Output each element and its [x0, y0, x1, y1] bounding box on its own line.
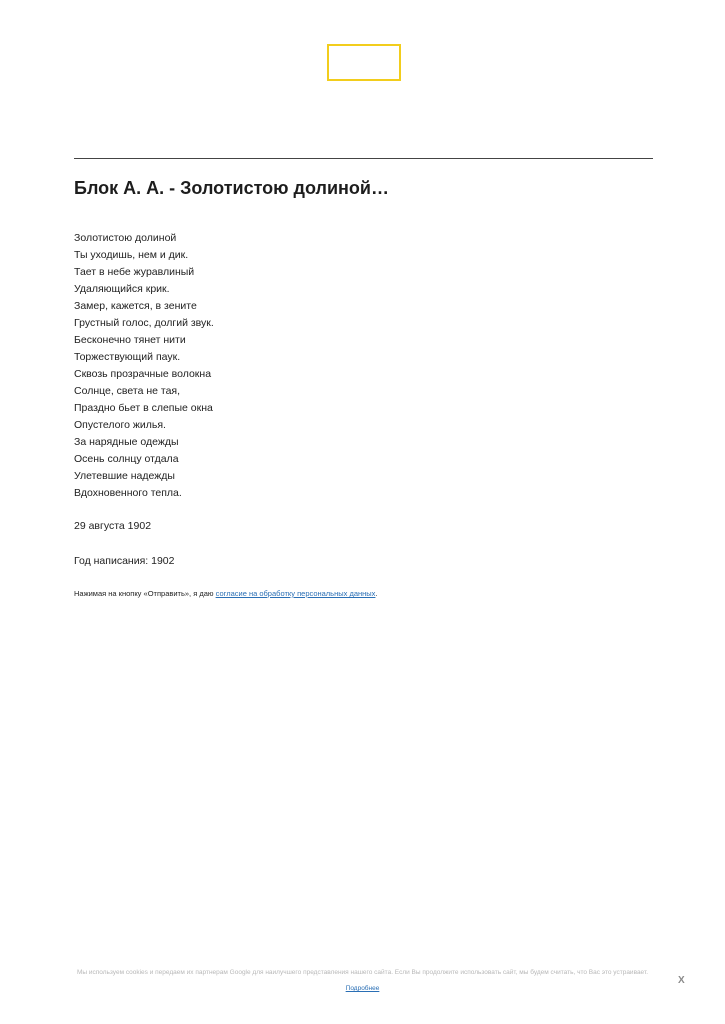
poem-line: Вдохновенного тепла.: [74, 487, 182, 499]
page-title: Блок А. А. - Золотистою долиной…: [74, 178, 389, 198]
cookie-close-button[interactable]: X: [678, 975, 685, 986]
poem-line: За нарядные одежды: [74, 436, 179, 448]
consent-suffix: .: [375, 589, 378, 598]
site-logo[interactable]: [327, 44, 401, 81]
poem-line: Удаляющийся крик.: [74, 283, 170, 295]
poem-line: Замер, кажется, в зените: [74, 300, 197, 312]
consent-prefix: Нажимая на кнопку «Отправить», я даю: [74, 589, 216, 598]
poem-line: Тает в небе журавлиный: [74, 266, 195, 278]
poem-line: Грустный голос, долгий звук.: [74, 317, 214, 329]
poem-line: Ты уходишь, нем и дик.: [74, 249, 189, 261]
cookie-text: Мы используем cookies и передаем их партнерам Google для наилучшего представления нашего сайта. Если Вы продолжите использовать сайт, мы будем считать, что Вас это устраивает.: [76, 969, 649, 976]
poem-line: Золотистою долиной: [74, 232, 177, 244]
poem-date: 29 августа 1902: [74, 520, 152, 532]
poem-line: Торжествующий паук.: [74, 351, 181, 363]
poem-line: Осень солнцу отдала: [74, 453, 179, 465]
poem-line: Опустелого жилья.: [74, 419, 166, 431]
cookie-banner: [0, 968, 725, 998]
poem-line: Праздно бьет в слепые окна: [74, 402, 213, 414]
year-written: Год написания: 1902: [74, 555, 175, 567]
poem-text: [74, 230, 214, 502]
consent-link[interactable]: согласие на обработку персональных данных: [215, 589, 376, 598]
poem-line: Бесконечно тянет нити: [74, 334, 186, 346]
consent-notice: [74, 589, 378, 599]
poem-line: Улетевшие надежды: [74, 470, 175, 482]
poem-line: Солнце, света не тая,: [74, 385, 181, 397]
cookie-more-link[interactable]: Подробнее: [345, 985, 380, 992]
header-divider: [74, 158, 653, 159]
poem-line: Сквозь прозрачные волокна: [74, 368, 212, 380]
